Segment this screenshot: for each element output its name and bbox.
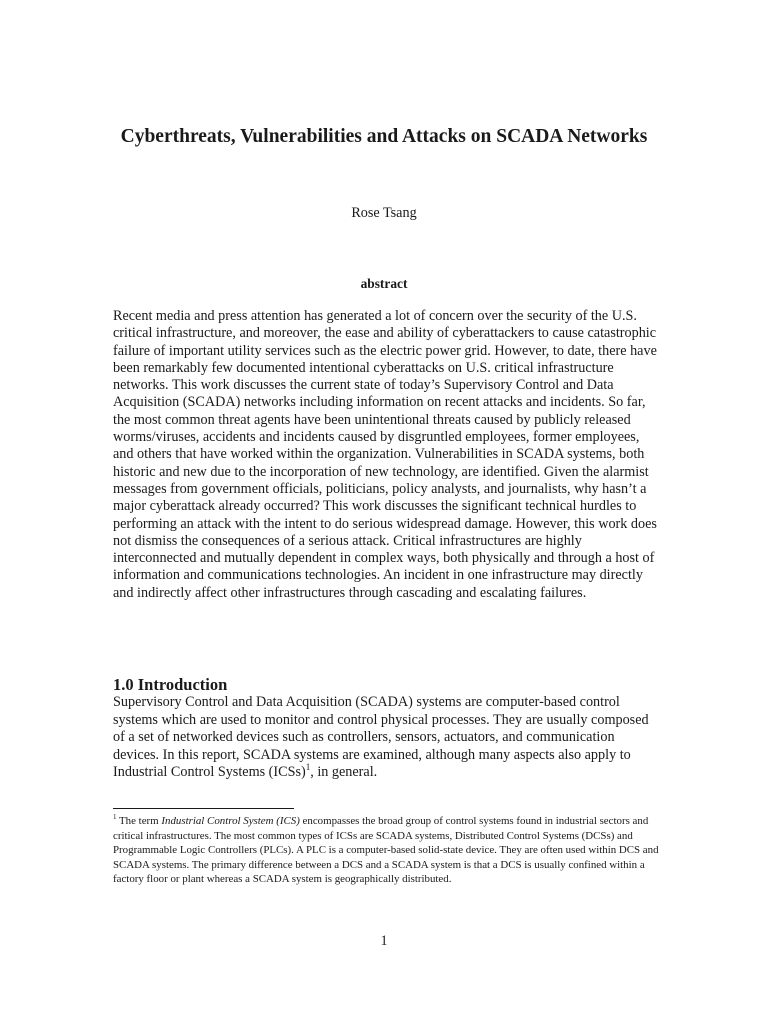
introduction-paragraph: [113, 694, 661, 782]
footnote-mark: 1: [113, 813, 117, 821]
footnote-lead: The term: [116, 815, 162, 827]
page-number: 1: [380, 933, 388, 949]
footnote-reference: 1: [305, 762, 311, 773]
abstract-text: Recent media and press attention has generated a lot of concern over the security of the U.S. critical infrastructure, and moreover, the ease and ability of cyberattackers to cause catastrophic failure of important utility services such as the electric power grid. However, to date, there have been remarkably few documented intentional cyberattacks on U.S. critical infrastructure networks. This work discusses the current state of today’s Supervisory Control and Data Acquisition (SCADA) networks including information on recent attacks and incidents. So far, the most common threat agents have been unintentional threats caused by publicly released worms/viruses, accidents and incidents caused by disgruntled employees, former employees, and others that have worked within the organization. Vulnerabilities in SCADA systems, both historic and new due to the incorporation of new technology, are identified. Given the alarmist messages from government officials, politicians, policy analysts, and journalists, why hasn’t a major cyberattack already occurred? This work discusses the significant technical hurdles to performing an attack with the intent to do serious widespread damage. However, this work does not dismiss the consequences of a serious attack. Critical infrastructures are highly interconnected and mutually dependent in complex ways, both physically and through a host of information and communications technologies. An incident in one infrastructure may directly and indirectly affect other infrastructures through cascading and escalating failures.: [113, 308, 657, 601]
introduction-text: Supervisory Control and Data Acquisition (SCADA) systems are computer-based control systems which are used to monitor and control physical processes. They are usually composed of a set of networked devices such as controllers, sensors, actuators, and communication devices. In this report, SCADA systems are examined, although many aspects also apply to Industrial Control Systems (ICSs): [113, 694, 649, 781]
author-name: Rose Tsang: [351, 205, 417, 221]
paper-title: Cyberthreats, Vulnerabilities and Attacks on SCADA Networks: [120, 126, 648, 147]
introduction-text-end: , in general.: [310, 764, 378, 781]
section-heading-introduction: 1.0 Introduction: [113, 675, 228, 694]
footnote-term: Industrial Control System (ICS): [161, 815, 300, 827]
footnote-separator: [113, 808, 294, 809]
abstract-heading: abstract: [360, 276, 408, 291]
footnote: [113, 814, 661, 887]
footnote-text: encompasses the broad group of control systems found in industrial sectors and critical infrastructures. The most common types of ICSs are SCADA systems, Distributed Control Systems (DCSs) and Programmable Logic Controllers (PLCs). A PLC is a computer-based solid-state device. They are often used within DCS and SCADA systems. The primary difference between a DCS and a SCADA system is that a DCS is usually confined within a factory floor or plant whereas a SCADA system is geographically distributed.: [113, 815, 659, 886]
